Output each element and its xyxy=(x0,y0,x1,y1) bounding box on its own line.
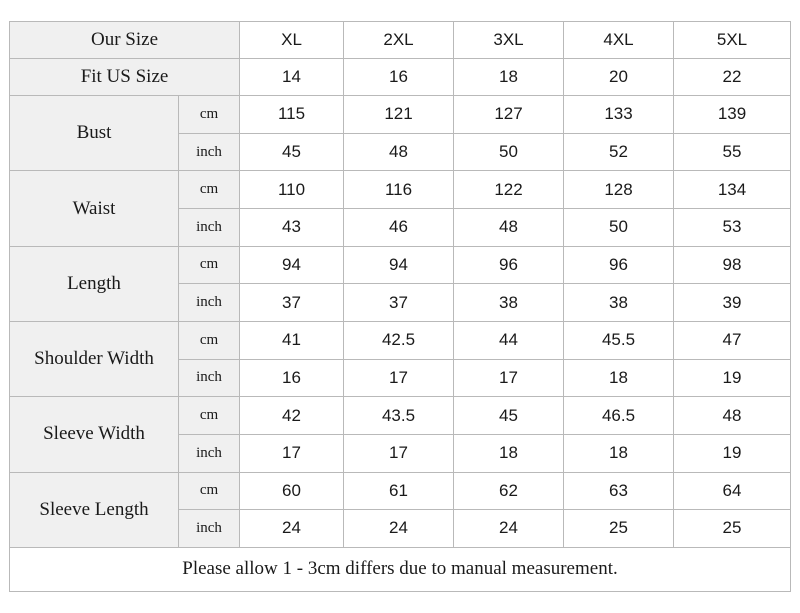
sleeve-length-inch-value: 24 xyxy=(454,510,564,548)
length-inch-value: 39 xyxy=(674,284,791,322)
sleeve-width-inch-value: 18 xyxy=(454,434,564,472)
bust-cm-value: 139 xyxy=(674,96,791,134)
waist-cm-row xyxy=(10,171,791,209)
waist-inch-value: 43 xyxy=(240,209,344,247)
shoulder-width-cm-value: 42.5 xyxy=(344,321,454,359)
unit-label-cm: cm xyxy=(179,321,240,359)
unit-label-inch: inch xyxy=(179,209,240,247)
length-inch-value: 37 xyxy=(344,284,454,322)
bust-inch-value: 55 xyxy=(674,133,791,171)
unit-label-cm: cm xyxy=(179,246,240,284)
waist-cm-value: 122 xyxy=(454,171,564,209)
sleeve-length-cm-value: 64 xyxy=(674,472,791,510)
fit-us-size-label: Fit US Size xyxy=(10,59,240,96)
waist-cm-value: 134 xyxy=(674,171,791,209)
size-chart-body xyxy=(10,22,791,592)
waist-label: Waist xyxy=(10,171,179,246)
shoulder-width-inch-value: 17 xyxy=(344,359,454,397)
sleeve-width-cm-value: 42 xyxy=(240,397,344,435)
sleeve-length-inch-value: 25 xyxy=(674,510,791,548)
sleeve-length-cm-value: 60 xyxy=(240,472,344,510)
length-inch-value: 38 xyxy=(564,284,674,322)
unit-label-cm: cm xyxy=(179,96,240,134)
shoulder-width-cm-row xyxy=(10,321,791,359)
bust-cm-value: 127 xyxy=(454,96,564,134)
fit-us-value: 22 xyxy=(674,59,791,96)
waist-cm-value: 116 xyxy=(344,171,454,209)
fit-us-value: 20 xyxy=(564,59,674,96)
sleeve-width-inch-value: 17 xyxy=(240,434,344,472)
sleeve-width-cm-value: 48 xyxy=(674,397,791,435)
unit-label-inch: inch xyxy=(179,359,240,397)
shoulder-width-inch-value: 16 xyxy=(240,359,344,397)
sleeve-width-cm-value: 45 xyxy=(454,397,564,435)
length-cm-value: 98 xyxy=(674,246,791,284)
length-cm-row xyxy=(10,246,791,284)
shoulder-width-cm-value: 41 xyxy=(240,321,344,359)
note-row xyxy=(10,547,791,591)
fit-us-value: 16 xyxy=(344,59,454,96)
size-header-5xl: 5XL xyxy=(674,22,791,59)
size-header-4xl: 4XL xyxy=(564,22,674,59)
waist-inch-value: 53 xyxy=(674,209,791,247)
unit-label-cm: cm xyxy=(179,472,240,510)
sleeve-length-inch-value: 24 xyxy=(240,510,344,548)
size-header-xl: XL xyxy=(240,22,344,59)
length-cm-value: 96 xyxy=(454,246,564,284)
shoulder-width-cm-value: 47 xyxy=(674,321,791,359)
sleeve-width-label: Sleeve Width xyxy=(10,397,179,472)
shoulder-width-inch-value: 17 xyxy=(454,359,564,397)
unit-label-cm: cm xyxy=(179,397,240,435)
shoulder-width-inch-value: 19 xyxy=(674,359,791,397)
shoulder-width-cm-value: 45.5 xyxy=(564,321,674,359)
fit-us-size-row xyxy=(10,59,791,96)
waist-inch-value: 48 xyxy=(454,209,564,247)
sleeve-width-inch-value: 18 xyxy=(564,434,674,472)
sleeve-length-inch-value: 24 xyxy=(344,510,454,548)
bust-cm-value: 133 xyxy=(564,96,674,134)
measurement-note: Please allow 1 - 3cm differs due to manual measurement. xyxy=(10,547,791,591)
sleeve-width-cm-value: 43.5 xyxy=(344,397,454,435)
fit-us-value: 18 xyxy=(454,59,564,96)
waist-cm-value: 110 xyxy=(240,171,344,209)
sleeve-length-cm-row xyxy=(10,472,791,510)
sleeve-width-inch-value: 17 xyxy=(344,434,454,472)
bust-inch-value: 50 xyxy=(454,133,564,171)
shoulder-width-label: Shoulder Width xyxy=(10,321,179,396)
fit-us-value: 14 xyxy=(240,59,344,96)
sleeve-length-cm-value: 63 xyxy=(564,472,674,510)
length-inch-value: 37 xyxy=(240,284,344,322)
shoulder-width-cm-value: 44 xyxy=(454,321,564,359)
size-chart-table xyxy=(9,21,791,592)
sleeve-length-cm-value: 61 xyxy=(344,472,454,510)
bust-cm-row xyxy=(10,96,791,134)
waist-cm-value: 128 xyxy=(564,171,674,209)
unit-label-cm: cm xyxy=(179,171,240,209)
sleeve-width-cm-row xyxy=(10,397,791,435)
bust-inch-value: 48 xyxy=(344,133,454,171)
sleeve-length-cm-value: 62 xyxy=(454,472,564,510)
unit-label-inch: inch xyxy=(179,434,240,472)
unit-label-inch: inch xyxy=(179,133,240,171)
length-cm-value: 94 xyxy=(240,246,344,284)
size-header-2xl: 2XL xyxy=(344,22,454,59)
length-inch-value: 38 xyxy=(454,284,564,322)
shoulder-width-inch-value: 18 xyxy=(564,359,674,397)
waist-inch-value: 46 xyxy=(344,209,454,247)
bust-label: Bust xyxy=(10,96,179,171)
size-header-3xl: 3XL xyxy=(454,22,564,59)
length-label: Length xyxy=(10,246,179,321)
waist-inch-value: 50 xyxy=(564,209,674,247)
bust-cm-value: 121 xyxy=(344,96,454,134)
length-cm-value: 94 xyxy=(344,246,454,284)
sleeve-width-cm-value: 46.5 xyxy=(564,397,674,435)
unit-label-inch: inch xyxy=(179,510,240,548)
sleeve-width-inch-value: 19 xyxy=(674,434,791,472)
bust-inch-value: 45 xyxy=(240,133,344,171)
bust-cm-value: 115 xyxy=(240,96,344,134)
size-header-row xyxy=(10,22,791,59)
length-cm-value: 96 xyxy=(564,246,674,284)
our-size-label: Our Size xyxy=(10,22,240,59)
sleeve-length-inch-value: 25 xyxy=(564,510,674,548)
sleeve-length-label: Sleeve Length xyxy=(10,472,179,547)
unit-label-inch: inch xyxy=(179,284,240,322)
bust-inch-value: 52 xyxy=(564,133,674,171)
